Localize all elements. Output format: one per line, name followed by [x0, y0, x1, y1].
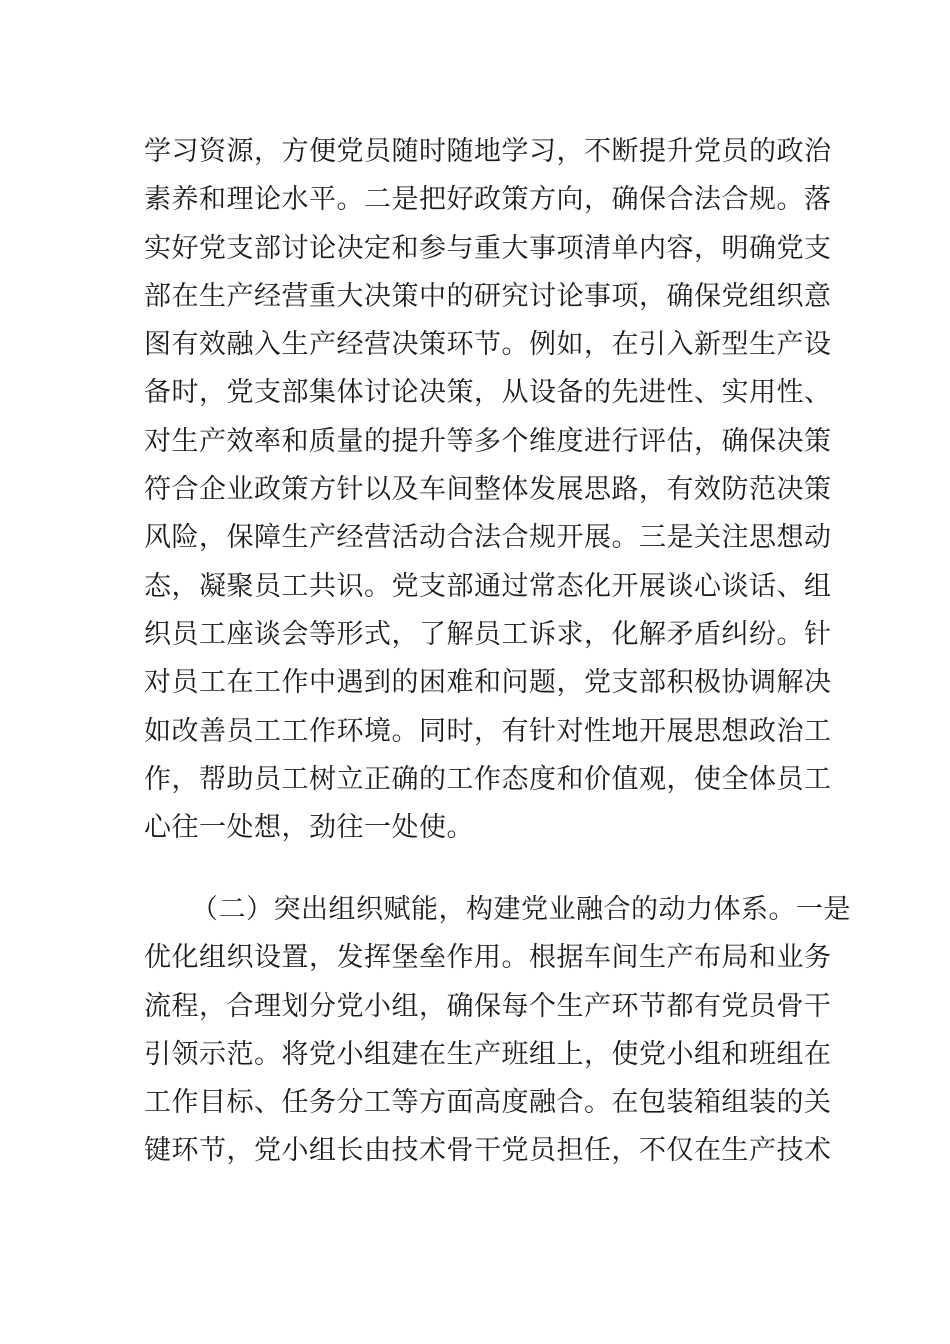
- text-line: 对员工在工作中遇到的困难和问题，党支部积极协调解决: [144, 667, 832, 699]
- text-line: 实好党支部讨论决定和参与重大事项清单内容，明确党支: [144, 232, 832, 264]
- text-line: 工作目标、任务分工等方面高度融合。在包装箱组装的关: [144, 1087, 832, 1119]
- text-line: 符合企业政策方针以及车间整体发展思路，有效防范决策: [144, 474, 832, 506]
- text-line: 作，帮助员工树立正确的工作态度和价值观，使全体员工: [144, 763, 832, 795]
- text-line: 学习资源，方便党员随时随地学习，不断提升党员的政治: [144, 136, 832, 167]
- text-line: 图有效融入生产经营决策环节。例如，在引入新型生产设: [144, 329, 832, 361]
- text-line: 风险，保障生产经营活动合法合规开展。三是关注思想动: [144, 522, 832, 554]
- paragraph: [144, 128, 832, 852]
- text-line: 引领示范。将党小组建在生产班组上，使党小组和班组在: [144, 1038, 832, 1070]
- text-line: 优化组织设置，发挥堡垒作用。根据车间生产布局和业务: [144, 942, 832, 974]
- text-line: （二）突出组织赋能，构建党业融合的动力体系。一是: [191, 894, 851, 925]
- text-line: 备时，党支部集体讨论决策，从设备的先进性、实用性、: [144, 377, 832, 409]
- text-line: 如改善员工工作环境。同时，有针对性地开展思想政治工: [144, 715, 832, 747]
- text-line: 心往一处想，劲往一处使。: [144, 812, 474, 844]
- text-line: 对生产效率和质量的提升等多个维度进行评估，确保决策: [144, 425, 832, 457]
- text-line: 键环节，党小组长由技术骨干党员担任，不仅在生产技术: [144, 1135, 832, 1167]
- text-line: 部在生产经营重大决策中的研究讨论事项，确保党组织意: [144, 280, 832, 312]
- paragraph: [144, 886, 851, 1176]
- text-line: 态，凝聚员工共识。党支部通过常态化开展谈心谈话、组: [144, 570, 832, 602]
- text-line: 流程，合理划分党小组，确保每个生产环节都有党员骨干: [144, 990, 832, 1022]
- text-line: 织员工座谈会等形式，了解员工诉求，化解矛盾纠纷。针: [144, 618, 832, 650]
- text-line: 素养和理论水平。二是把好政策方向，确保合法合规。落: [144, 184, 832, 216]
